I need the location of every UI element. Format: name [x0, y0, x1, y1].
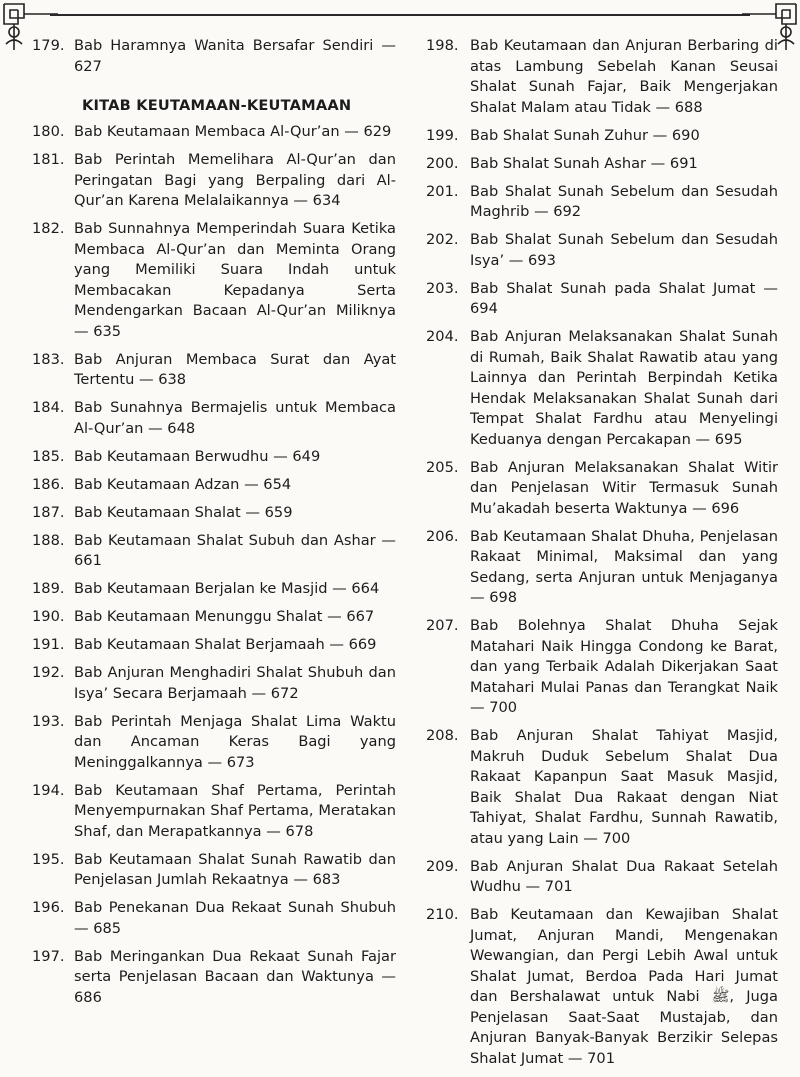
entry-number: 197. [32, 947, 65, 965]
entry-title: Bab Anjuran Shalat Tahiyat Masjid, Makruh Duduk Sebelum Shalat Dua Rakaat Kapanpun Saat Masuk Masjid, Baik Shalat Dua Rakaat dengan Niat Tahiyat, Shalat Fardhu, Sunnah Rawatib, atau yang Lain — 700 [470, 727, 778, 847]
entry-title: Bab Perintah Menjaga Shalat Lima Waktu dan Ancaman Keras Bagi yang Meninggalkannya — 673 [74, 712, 396, 771]
left-column [32, 36, 396, 1016]
entry-title: Bab Anjuran Melaksanakan Shalat Sunah di Rumah, Baik Shalat Rawatib atau yang Lainnya dan Perintah Berpindah Ketika Hendak Melaksanakan Shalat Sunah dari Tempat Shalat Fardhu atau Menyelingi Keduanya dengan Percakapan — 695 [470, 328, 778, 448]
entry-title: Bab Shalat Sunah Zuhur — 690 [470, 126, 700, 144]
entry-number: 190. [32, 608, 65, 625]
section-title: KITAB KEUTAMAAN-KEUTAMAAN [82, 97, 352, 114]
entry-title: Bab Shalat Sunah Sebelum dan Sesudah Isya’ — 693 [470, 231, 778, 269]
entry-number: 209. [426, 857, 459, 875]
entry-number: 183. [32, 350, 65, 368]
toc-entry [426, 458, 778, 520]
toc-entry [426, 279, 778, 320]
entry-title: Bab Keutamaan Berjalan ke Masjid — 664 [74, 580, 380, 597]
toc-entry [426, 857, 778, 898]
entry-title: Bab Keutamaan Membaca Al-Qur’an — 629 [74, 123, 392, 140]
toc-entry [426, 36, 778, 118]
entry-number: 196. [32, 899, 65, 916]
entry-title: Bab Perintah Memelihara Al-Qur’an dan Peringatan Bagi yang Berpaling dari Al-Qur’an Karena Melalaikannya — 634 [74, 151, 396, 209]
entry-title: Bab Meringankan Dua Rekaat Sunah Fajar serta Penjelasan Bacaan dan Waktunya — 686 [74, 947, 396, 1006]
entry-number: 188. [32, 531, 65, 549]
entry-title: Bab Anjuran Melaksanakan Shalat Witir dan Penjelasan Witir Termasuk Sunah Mu’akadah beserta Waktunya — 696 [470, 458, 778, 517]
entry-title: Bab Anjuran Membaca Surat dan Ayat Tertentu — 638 [74, 350, 396, 388]
toc-entry [32, 350, 396, 391]
entry-number: 192. [32, 664, 65, 681]
entry-title: Bab Anjuran Menghadiri Shalat Shubuh dan Isya’ Secara Berjamaah — 672 [74, 664, 396, 702]
toc-entry [32, 475, 396, 496]
entry-number: 205. [426, 458, 459, 476]
entry-title: Bab Keutamaan Adzan — 654 [74, 475, 292, 493]
toc-entry [32, 781, 396, 843]
toc-entry [32, 663, 396, 704]
entry-number: 189. [32, 580, 65, 597]
toc-entry [32, 898, 396, 939]
toc-entry [32, 579, 396, 600]
entry-number: 191. [32, 636, 65, 653]
entry-number: 179. [32, 37, 65, 54]
toc-entry [426, 527, 778, 609]
entry-title: Bab Shalat Sunah Sebelum dan Sesudah Maghrib — 692 [470, 182, 778, 220]
entry-title: Bab Keutamaan Berwudhu — 649 [74, 447, 321, 465]
entry-number: 198. [426, 37, 459, 54]
entry-number: 199. [426, 126, 459, 144]
entry-number: 184. [32, 399, 65, 416]
entry-number: 208. [426, 727, 459, 744]
toc-entry [32, 447, 396, 468]
toc-entry [32, 531, 396, 572]
toc-entry [426, 905, 778, 1069]
entry-number: 185. [32, 447, 65, 465]
toc-entry [32, 635, 396, 656]
entry-title: Bab Keutamaan Shalat Dhuha, Penjelasan Rakaat Minimal, Maksimal dan yang Sedang, serta Anjuran untuk Menjaganya — 698 [470, 527, 778, 606]
entry-number: 204. [426, 328, 459, 345]
right-column [426, 36, 778, 1077]
entry-number: 195. [32, 850, 65, 868]
entry-number: 203. [426, 279, 459, 297]
toc-entry [32, 850, 396, 891]
entry-number: 201. [426, 182, 459, 200]
entry-number: 200. [426, 154, 459, 172]
entry-number: 181. [32, 151, 65, 168]
toc-entry [426, 154, 778, 175]
entry-title: Bab Keutamaan Shalat Subuh dan Ashar — 661 [74, 531, 396, 569]
entry-title: Bab Sunnahnya Memperindah Suara Ketika Membaca Al-Qur’an dan Meminta Orang yang Memiliki Suara Indah untuk Membacakan Kepadanya Serta Mendengarkan Bacaan Al-Qur’an Miliknya — 635 [74, 220, 396, 340]
entry-number: 187. [32, 503, 65, 521]
toc-entry [426, 616, 778, 719]
entry-title: Bab Shalat Sunah pada Shalat Jumat — 694 [470, 279, 778, 317]
entry-title: Bab Anjuran Shalat Dua Rakaat Setelah Wudhu — 701 [470, 857, 778, 895]
toc-entry [426, 182, 778, 223]
entry-title: Bab Haramnya Wanita Bersafar Sendiri — 627 [74, 37, 396, 75]
entry-number: 180. [32, 123, 65, 140]
entry-number: 193. [32, 712, 65, 730]
toc-entry [32, 398, 396, 439]
toc-entry [32, 607, 396, 628]
entry-title: Bab Keutamaan dan Anjuran Berbaring di atas Lambung Sebelah Kanan Seusai Shalat Sunah Fajar, Baik Mengerjakan Shalat Malam atau Tidak — 688 [470, 37, 778, 116]
entry-number: 206. [426, 527, 459, 545]
toc-entry [32, 122, 396, 143]
entry-title: Bab Bolehnya Shalat Dhuha Sejak Matahari Naik Hingga Condong ke Barat, dan yang Terbaik Adalah Dikerjakan Saat Matahari Mulai Panas dan Terangkat Naik — 700 [470, 617, 778, 716]
toc-entry [32, 36, 396, 77]
entry-number: 186. [32, 475, 65, 493]
entry-number: 182. [32, 220, 65, 237]
toc-entry [32, 150, 396, 212]
toc-entry [32, 219, 396, 342]
entry-number: 207. [426, 617, 459, 634]
toc-entry [426, 327, 778, 450]
toc-entry [32, 947, 396, 1009]
entry-title: Bab Keutamaan Shalat — 659 [74, 503, 293, 521]
entry-number: 202. [426, 231, 459, 248]
toc-entry [426, 230, 778, 271]
header-rule [50, 14, 750, 16]
toc-entry [32, 503, 396, 524]
entry-title: Bab Keutamaan Shaf Pertama, Perintah Menyempurnakan Shaf Pertama, Meratakan Shaf, dan Merapatkannya — 678 [74, 781, 396, 840]
entry-title: Bab Sunahnya Bermajelis untuk Membaca Al-Qur’an — 648 [74, 399, 396, 437]
toc-entry [32, 712, 396, 774]
entry-number: 194. [32, 781, 65, 799]
entry-title: Bab Keutamaan Menunggu Shalat — 667 [74, 608, 375, 625]
entry-title: Bab Keutamaan Shalat Sunah Rawatib dan Penjelasan Jumlah Rekaatnya — 683 [74, 850, 396, 888]
entry-title: Bab Keutamaan Shalat Berjamaah — 669 [74, 636, 377, 653]
entry-number: 210. [426, 906, 459, 923]
entry-title: Bab Shalat Sunah Ashar — 691 [470, 154, 698, 172]
entry-title: Bab Keutamaan dan Kewajiban Shalat Jumat, Anjuran Mandi, Mengenakan Wewangian, dan Pergi Lebih Awal untuk Shalat Jumat, Berdoa Pada Hari Jumat dan Bershalawat untuk Nabi ﷺ, Juga Penjelasan Saat-Saat Mustajab, dan Anjuran Banyak-Banyak Berzikir Selepas Shalat Jumat — 701 [470, 906, 778, 1067]
toc-entry [426, 126, 778, 147]
toc-entry [426, 726, 778, 849]
entry-title: Bab Penekanan Dua Rekaat Sunah Shubuh — 685 [74, 899, 396, 937]
